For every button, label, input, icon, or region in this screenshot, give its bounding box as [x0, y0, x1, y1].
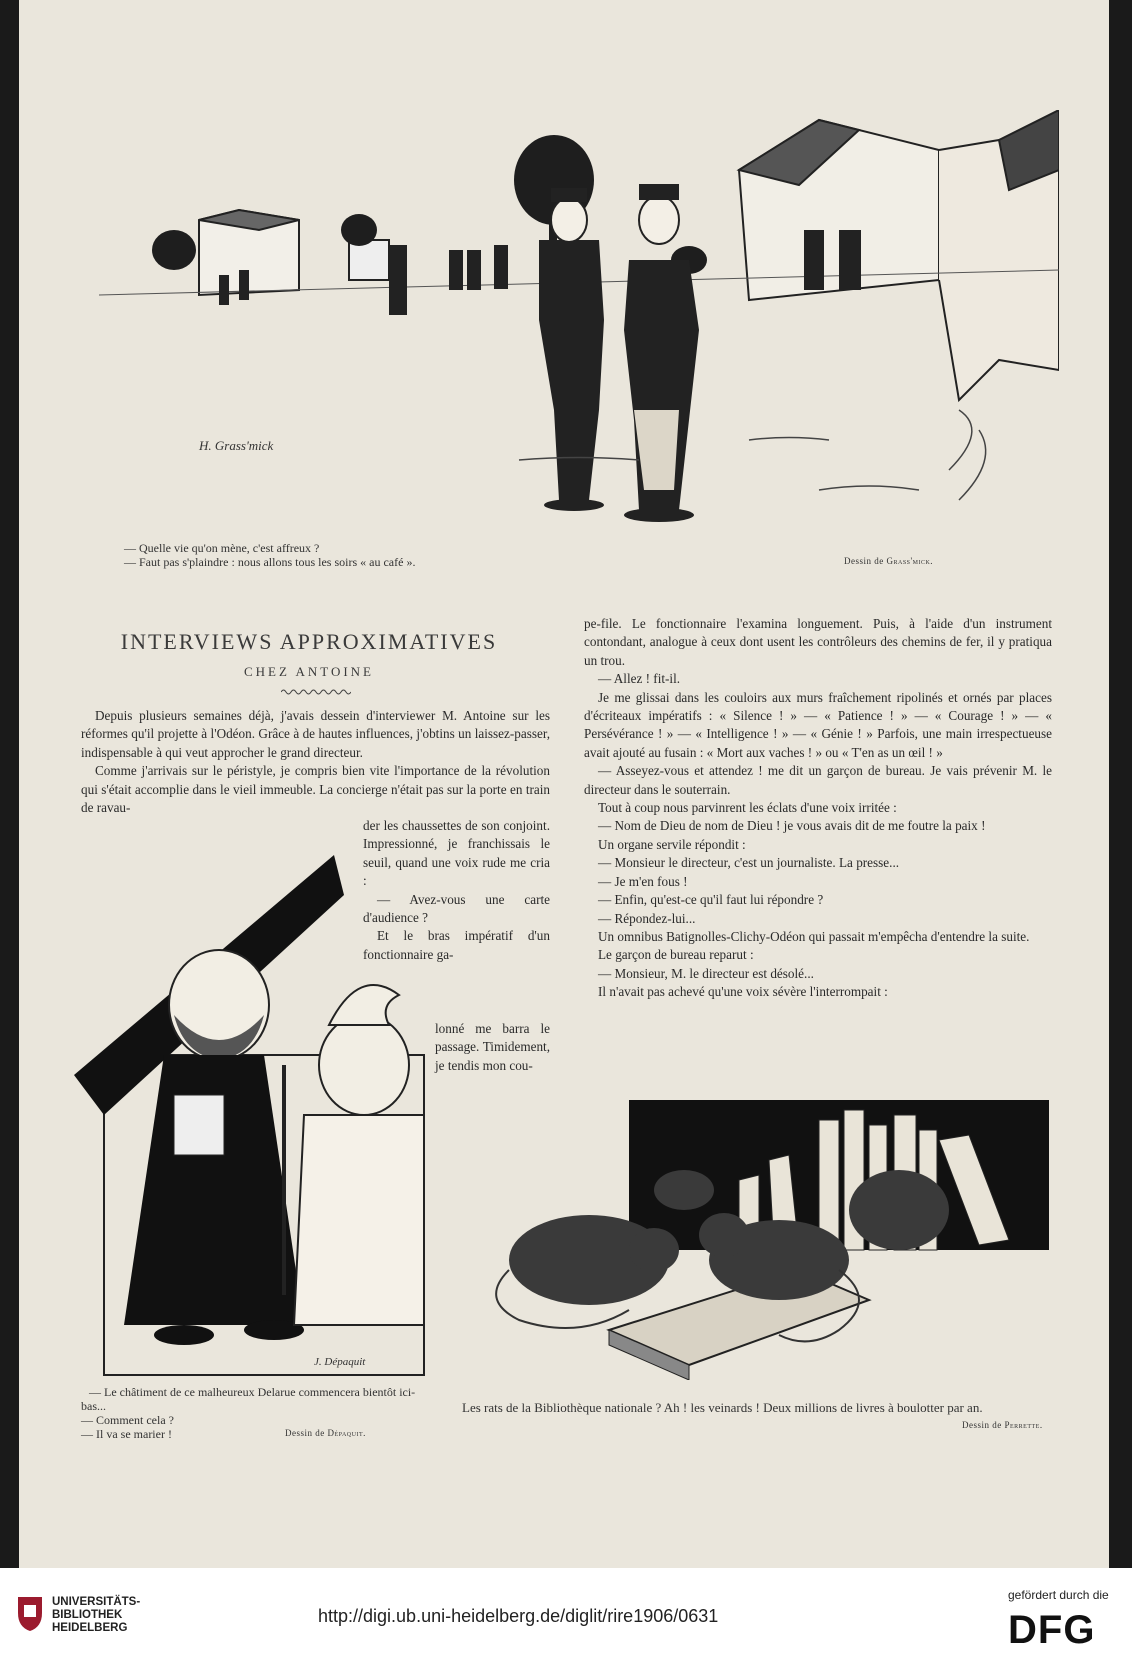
right-column-text: pe-file. Le fonctionnaire l'examina longuement. Puis, à l'aide d'un instrument contondant, analogue à ceux dont usent les contrôleurs des chemins de fer, il y pratiqua un trou. — Allez ! fit-il. Je me glissai dans les couloirs aux murs fraîchement ripolinés et ornés par places d'écriteaux impératifs : « Silence ! » — « Patience ! » — « Courage ! » — « Persévérance ! » — « Intelligence ! » — « Génie ! » Parfois, une main irrespectueuse avait ajouté au fusain : « Mort aux vaches ! » ou « T'en as un œil ! » — Asseyez-vous et attendez ! me dit un garçon de bureau. Je vais prévenir M. le directeur dans le souterrain. Tout à coup nous parvinrent les éclats d'une voix irritée : — Nom de Dieu de nom de Dieu ! je vous avais dit de me foutre la paix ! Un organe servile répondit : — Monsieur le directeur, c'est un journaliste. La presse... — Je m'en fous ! — Enfin, qu'est-ce qu'il faut lui répondre ? — Répondez-lui... Un omnibus Batignolles-Clichy-Odéon qui passait m'empêcha d'entendre la suite. Le garçon de bureau reparut : — Monsieur, M. le directeur est désolé... Il n'avait pas achevé qu'une voix sévère l'interrompait :	[584, 616, 1052, 1000]
svg-text:H. Grass'mick: H. Grass'mick	[199, 438, 274, 453]
university-logo-icon	[14, 1593, 46, 1633]
top-caption	[124, 541, 684, 569]
svg-text:J. Dépaquit: J. Dépaquit	[314, 1356, 366, 1368]
title-ornament	[281, 688, 351, 696]
left-illustration-caption: — Le châtiment de ce malheureux Delarue commencera bientôt ici-bas... — Comment cela ? — Il va se marier !	[81, 1385, 416, 1441]
left-column-text	[81, 707, 550, 817]
right-illustration-caption: Les rats de la Bibliothèque nationale ? Ah ! les veinards ! Deux millions de livres à boulotter par an.	[462, 1400, 983, 1415]
article-subtitle: CHEZ ANTOINE	[243, 664, 374, 679]
top-caption-line-2: — Faut pas s'plaindre : nous allons tous les soirs « au café ».	[124, 555, 416, 569]
paragraph: Comme j'arrivais sur le péristyle, je compris bien vite l'importance de la révolution qui s'était accomplie dans le vieil immeuble. La concierge n'était pas sur la porte en train de ravau-	[81, 763, 550, 816]
left-column-narrower-text	[435, 1020, 550, 1075]
source-url-link[interactable]: http://digi.ub.uni-heidelberg.de/diglit/rire1906/0631	[318, 1606, 719, 1626]
paragraph: Et le bras impératif d'un fonctionnaire ga-	[363, 928, 550, 962]
institution-name: UNIVERSITÄTS- BIBLIOTHEK HEIDELBERG	[52, 1596, 141, 1634]
paragraph: Depuis plusieurs semaines déjà, j'avais dessein d'interviewer M. Antoine sur les réformes qu'il projette à l'Odéon. Grâce à de hautes influences, j'obtins un laissez-passer, indispensable à qui veut approcher le grand directeur.	[81, 708, 550, 760]
newspaper-page	[19, 0, 1109, 1568]
right-credit: Dessin de Perrette.	[962, 1420, 1043, 1430]
paragraph: lonné me barra le passage. Timidement, je tendis mon cou-	[435, 1021, 550, 1073]
soldiers-village-illustration	[99, 110, 1059, 550]
dfg-logo: DFG	[1008, 1608, 1096, 1652]
article-title: INTERVIEWS APPROXIMATIVES	[120, 629, 498, 654]
priest-caricature-illustration	[64, 855, 444, 1385]
top-credit: Dessin de Grass'mick.	[844, 556, 934, 566]
paragraph: — Avez-vous une carte d'audience ?	[363, 891, 550, 926]
left-credit: Dessin de Dépaquit.	[285, 1428, 366, 1438]
top-caption-line-1: — Quelle vie qu'on mène, c'est affreux ?	[124, 541, 320, 555]
funding-label: gefördert durch die	[1008, 1588, 1109, 1602]
digitization-footer	[0, 1568, 1132, 1663]
paragraph: der les chaussettes de son conjoint. Impressionné, je franchissais le seuil, quand une voix rude me cria :	[363, 818, 550, 889]
rats-library-illustration	[469, 1100, 1069, 1380]
